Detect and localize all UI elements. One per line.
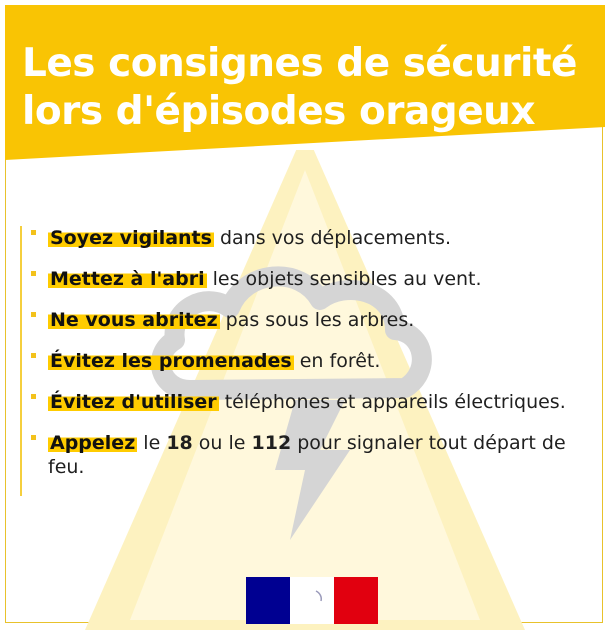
safety-list	[20, 226, 602, 496]
item-text: les objets sensibles au vent.	[206, 268, 482, 290]
item-highlight: Évitez d'utiliser	[50, 391, 217, 413]
item-text: pour signaler tout départ de feu.	[48, 432, 566, 478]
list-item	[22, 226, 602, 250]
republique-francaise-logo	[246, 577, 378, 624]
list-item	[22, 431, 602, 479]
bullet-marker	[31, 271, 36, 276]
bullet-marker	[31, 312, 36, 317]
item-text: dans vos déplacements.	[213, 227, 451, 249]
page-title: Les consignes de sécurité lors d'épisodes orageux	[22, 41, 577, 134]
emergency-number: 112	[251, 432, 292, 454]
item-highlight: Soyez vigilants	[50, 227, 212, 249]
item-text: le	[137, 432, 167, 454]
item-highlight: Mettez à l'abri	[50, 268, 205, 290]
item-text: pas sous les arbres.	[219, 309, 415, 331]
item-text: téléphones et appareils électriques.	[218, 391, 566, 413]
item-highlight: Évitez les promenades	[50, 350, 292, 372]
list-item	[22, 308, 602, 332]
list-item	[22, 390, 602, 414]
item-highlight: Ne vous abritez	[50, 309, 218, 331]
item-highlight: Appelez	[50, 432, 136, 454]
list-item	[22, 267, 602, 291]
bullet-marker	[31, 394, 36, 399]
item-text: ou le	[192, 432, 252, 454]
item-text: en forêt.	[293, 350, 381, 372]
bullet-marker	[31, 353, 36, 358]
list-item	[22, 349, 602, 373]
bullet-marker	[31, 230, 36, 235]
emergency-number: 18	[166, 432, 193, 454]
bullet-marker	[31, 435, 36, 440]
